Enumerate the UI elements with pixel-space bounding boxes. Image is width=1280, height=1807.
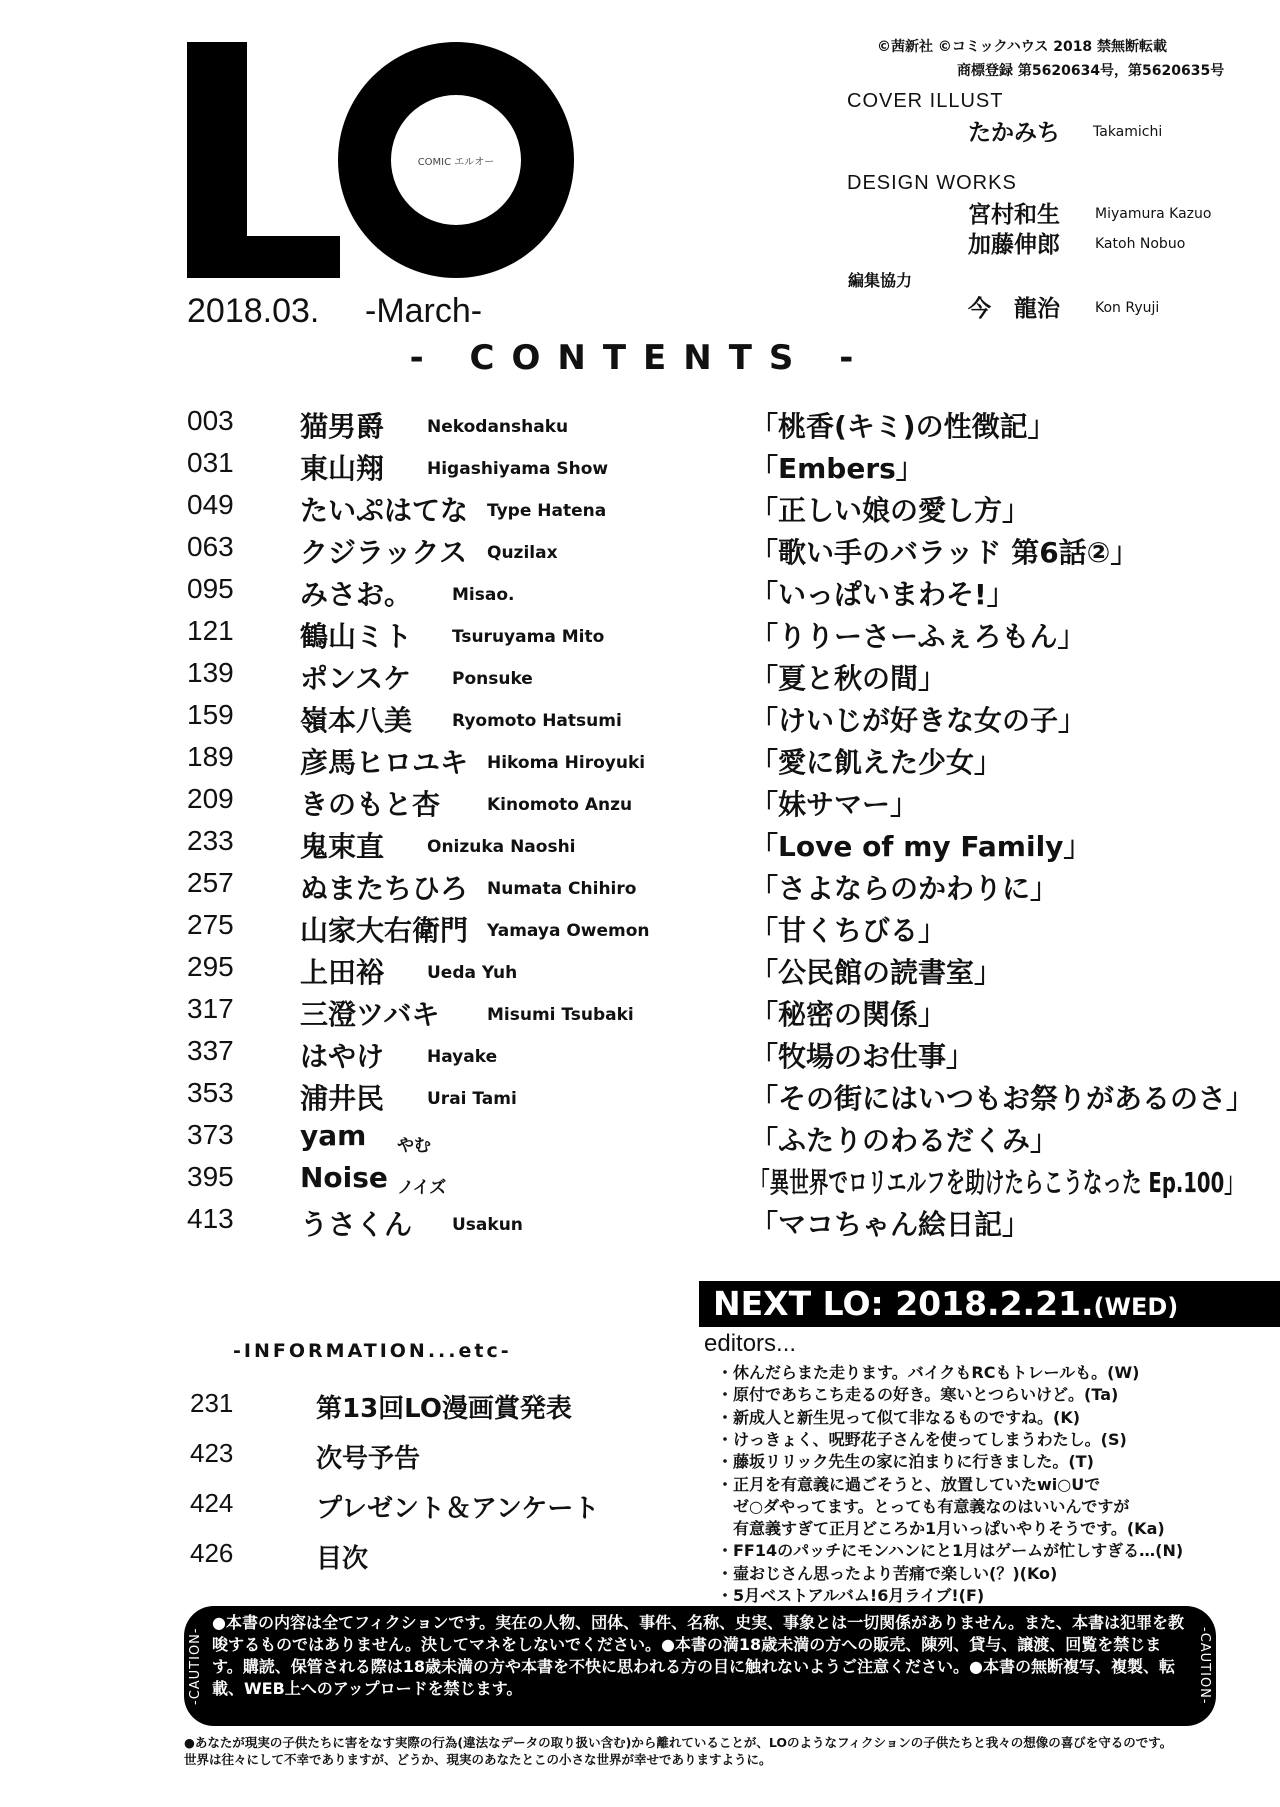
story-title: 「いっぱいまわそ!」	[750, 578, 1015, 611]
story-title: 「ふたりのわるだくみ」	[750, 1124, 1059, 1157]
page-number: 063	[187, 531, 234, 562]
page-number: 426	[190, 1538, 234, 1568]
caution-side-label-right: -CAUTION-	[1197, 1627, 1212, 1705]
page-number: 317	[187, 993, 234, 1024]
contents-row	[187, 1035, 1277, 1075]
issue-month: -March-	[365, 292, 483, 330]
contents-row	[187, 867, 1277, 907]
caution-side-label-left: -CAUTION-	[188, 1627, 203, 1705]
credit-name: 宮村和生	[968, 202, 1060, 228]
footer-line-1: ●あなたが現実の子供たちに害をなす実際の行為(違法なデータの取り扱い含む)から離れていることが、LOのようなフィクションの子供たちと我々の想像の喜びを守るのです。	[184, 1735, 1173, 1750]
author-name: はやけ	[300, 1040, 385, 1073]
author-romaji: Hayake	[427, 1047, 498, 1067]
author-name: クジラックス	[300, 536, 468, 569]
page-number: 049	[187, 489, 234, 520]
credit-romaji: Takamichi	[1093, 124, 1163, 140]
author-name: 鬼束直	[300, 830, 385, 863]
story-title: 「牧場のお仕事」	[750, 1040, 975, 1073]
contents-row	[187, 909, 1277, 949]
story-title: 「秘密の関係」	[750, 998, 947, 1031]
contents-row	[187, 531, 1277, 571]
author-name: ぬまたちひろ	[300, 872, 469, 905]
author-name: うさくん	[300, 1208, 413, 1241]
page-number: 423	[190, 1438, 234, 1468]
contents-row	[187, 1119, 1277, 1159]
logo-letter-l-foot	[187, 236, 340, 278]
story-title: 「マコちゃん絵日記」	[750, 1208, 1031, 1241]
credit-name: たかみち	[968, 120, 1060, 146]
story-title: 「Embers」	[750, 452, 924, 485]
author-name: 鶴山ミト	[300, 620, 413, 653]
author-name: 東山翔	[300, 452, 385, 485]
edit-cooperation-label: 編集協力	[848, 271, 913, 290]
author-romaji: Nekodanshaku	[427, 417, 569, 437]
contents-row	[187, 615, 1277, 655]
editor-comment: ・FF14のパッチにモンハンにと1月はゲームが忙しすぎる…(N)	[717, 1541, 1184, 1561]
author-romaji: Misumi Tsubaki	[487, 1005, 634, 1025]
caution-box	[184, 1606, 1216, 1726]
author-romaji: Hikoma Hiroyuki	[487, 753, 646, 773]
author-name: きのもと杏	[300, 788, 441, 821]
story-title: 「その街にはいつもお祭りがあるのさ」	[750, 1082, 1255, 1115]
contents-heading: - CONTENTS -	[409, 338, 871, 378]
contents-row	[187, 405, 1277, 445]
author-name: 上田裕	[300, 956, 385, 989]
page-number: 373	[187, 1119, 234, 1150]
contents-row	[187, 573, 1277, 613]
author-name: 彦馬ヒロユキ	[300, 746, 469, 779]
editor-comment: ・正月を有意義に過ごそうと、放置していたwi○Uで	[717, 1474, 1101, 1494]
page-number: 233	[187, 825, 234, 856]
editor-comment: ゼ○ダやってます。とっても有意義なのはいいんですが	[717, 1496, 1130, 1516]
story-title: 「正しい娘の愛し方」	[750, 494, 1031, 527]
page-number: 189	[187, 741, 234, 772]
author-name: ポンスケ	[300, 662, 412, 695]
editor-comment: ・けっきょく、呪野花子さんを使ってしまうわたし。(S)	[717, 1429, 1127, 1449]
footer-line-2: 世界は往々にして不幸でありますが、どうか、現実のあなたとこの小さな世界が幸せでありますように。	[184, 1752, 772, 1767]
author-romaji: Kinomoto Anzu	[487, 795, 633, 815]
author-name: yam	[300, 1119, 367, 1152]
page-number: 231	[190, 1388, 234, 1418]
author-name: みさお。	[300, 578, 413, 611]
contents-row	[187, 741, 1277, 781]
cover-illust-label: COVER ILLUST	[847, 90, 1004, 112]
story-title: 「愛に飢えた少女」	[750, 746, 1003, 779]
author-name: たいぷはてな	[300, 494, 469, 527]
page-number: 139	[187, 657, 234, 688]
next-issue-day: (WED)	[1093, 1293, 1179, 1321]
contents-row	[187, 1077, 1277, 1117]
story-title: 「さよならのかわりに」	[750, 872, 1059, 905]
story-title: 「歌い手のバラッド 第6話②」	[750, 536, 1139, 569]
credit-name: 加藤伸郎	[968, 232, 1060, 258]
information-heading: -INFORMATION...etc-	[233, 1340, 512, 1362]
page-number: 159	[187, 699, 234, 730]
page-number: 353	[187, 1077, 234, 1108]
author-romaji: Urai Tami	[427, 1089, 517, 1109]
author-romaji: Misao.	[452, 585, 515, 605]
page-number: 413	[187, 1203, 234, 1234]
story-title: 「妹サマー」	[750, 788, 919, 821]
page-number: 095	[187, 573, 234, 604]
page-number: 257	[187, 867, 234, 898]
editor-comment: ・壷おじさん思ったより苦痛で楽しい(？)(Ko)	[717, 1563, 1058, 1583]
story-title: 「夏と秋の間」	[750, 662, 947, 695]
author-romaji: Ponsuke	[452, 669, 533, 689]
author-name: Noise	[300, 1161, 388, 1194]
author-romaji: Numata Chihiro	[487, 879, 637, 899]
editors-heading: editors...	[704, 1330, 797, 1357]
contents-row	[187, 825, 1277, 865]
contents-row	[187, 1161, 1277, 1201]
contents-row	[187, 1203, 1277, 1243]
credit-name: 今 龍治	[968, 296, 1060, 322]
author-romaji: Yamaya Owemon	[487, 921, 650, 941]
page-number: 395	[187, 1161, 234, 1192]
page-number: 337	[187, 1035, 234, 1066]
author-name: 三澄ツバキ	[300, 998, 440, 1031]
page-number: 003	[187, 405, 234, 436]
page-number: 275	[187, 909, 234, 940]
information-label: 次号予告	[316, 1444, 421, 1474]
information-label: 目次	[316, 1544, 369, 1574]
author-romaji: ノイズ	[397, 1178, 447, 1198]
story-title: 「りりーさーふぇろもん」	[750, 620, 1086, 653]
information-label: プレゼント＆アンケート	[316, 1494, 600, 1524]
next-issue-date: NEXT LO: 2018.2.21.	[713, 1284, 1094, 1323]
copyright-line-1: ©茜新社 ©コミックハウス 2018 禁無断転載	[877, 39, 1168, 55]
contents-row	[187, 657, 1277, 697]
author-romaji: Usakun	[452, 1215, 523, 1235]
page-number: 031	[187, 447, 234, 478]
contents-row	[187, 489, 1277, 529]
author-name: 浦井民	[300, 1082, 385, 1115]
page-number: 295	[187, 951, 234, 982]
contents-row	[187, 447, 1277, 487]
author-romaji: Onizuka Naoshi	[427, 837, 576, 857]
caution-text: ●本書の内容は全てフィクションです。実在の人物、団体、事件、名称、史実、事象とは一切関係がありません。また、本書は犯罪を教唆するものではありません。決してマネをしないでください。●本書の満18歳未満の方への販売、陳列、貸与、譲渡、回覧を禁じます。購読、保管される際は18歳未満の方や本書を不快に思われる方の目に触れないようご注意ください。●本書の無断複写、複製、転載、WEB上へのアップロードを禁じます。	[212, 1613, 1185, 1698]
editor-comment: 有意義すぎて正月どころか1月いっぱいやりそうです。(Ka)	[717, 1519, 1165, 1539]
contents-row	[187, 699, 1277, 739]
story-title: 「異世界でロリエルフを助けたらこうなった Ep.100」	[750, 1166, 1244, 1199]
editor-comment: ・5月ベストアルバム!6月ライブ!(F)	[717, 1586, 985, 1605]
author-name: 山家大右衛門	[300, 914, 469, 947]
editor-comment: ・原付であちこち走るの好き。寒いとつらいけど。(Ta)	[717, 1385, 1119, 1405]
page-number: 209	[187, 783, 234, 814]
editor-comment: ・新成人と新生児って似て非なるものですね。(K)	[717, 1407, 1081, 1427]
footer-note	[184, 1734, 1264, 1768]
author-romaji: やむ	[397, 1136, 431, 1156]
contents-row	[187, 951, 1277, 991]
credit-romaji: Miyamura Kazuo	[1095, 206, 1212, 222]
story-title: 「Love of my Family」	[750, 830, 1092, 863]
logo-inner-text: COMIC エルオー	[391, 95, 521, 225]
story-title: 「公民館の読書室」	[750, 956, 1003, 989]
editor-comment: ・休んだらまた走ります。バイクもRCもトレールも。(W)	[717, 1363, 1140, 1382]
credit-romaji: Kon Ryuji	[1095, 300, 1160, 316]
copyright-line-2: 商標登録 第5620634号，第5620635号	[957, 63, 1225, 79]
author-romaji: Ueda Yuh	[427, 963, 518, 983]
author-name: 猫男爵	[300, 410, 385, 443]
story-title: 「桃香(キミ)の性徴記」	[750, 410, 1056, 443]
story-title: 「甘くちびる」	[750, 914, 947, 947]
author-romaji: Higashiyama Show	[427, 459, 609, 479]
page-number: 424	[190, 1488, 234, 1518]
information-label: 第13回LO漫画賞発表	[316, 1394, 572, 1424]
next-issue-banner	[699, 1281, 1280, 1327]
author-romaji: Tsuruyama Mito	[452, 627, 605, 647]
page-number: 121	[187, 615, 234, 646]
issue-date: 2018.03.	[187, 292, 320, 330]
story-title: 「けいじが好きな女の子」	[750, 704, 1087, 737]
author-romaji: Type Hatena	[487, 501, 607, 521]
contents-row	[187, 783, 1277, 823]
author-name: 嶺本八美	[300, 704, 413, 737]
author-romaji: Quzilax	[487, 543, 558, 563]
author-romaji: Ryomoto Hatsumi	[452, 711, 622, 731]
credit-romaji: Katoh Nobuo	[1095, 236, 1186, 252]
design-works-label: DESIGN WORKS	[847, 172, 1017, 194]
editor-comment: ・藤坂リリック先生の家に泊まりに行きました。(T)	[717, 1452, 1094, 1472]
contents-row	[187, 993, 1277, 1033]
